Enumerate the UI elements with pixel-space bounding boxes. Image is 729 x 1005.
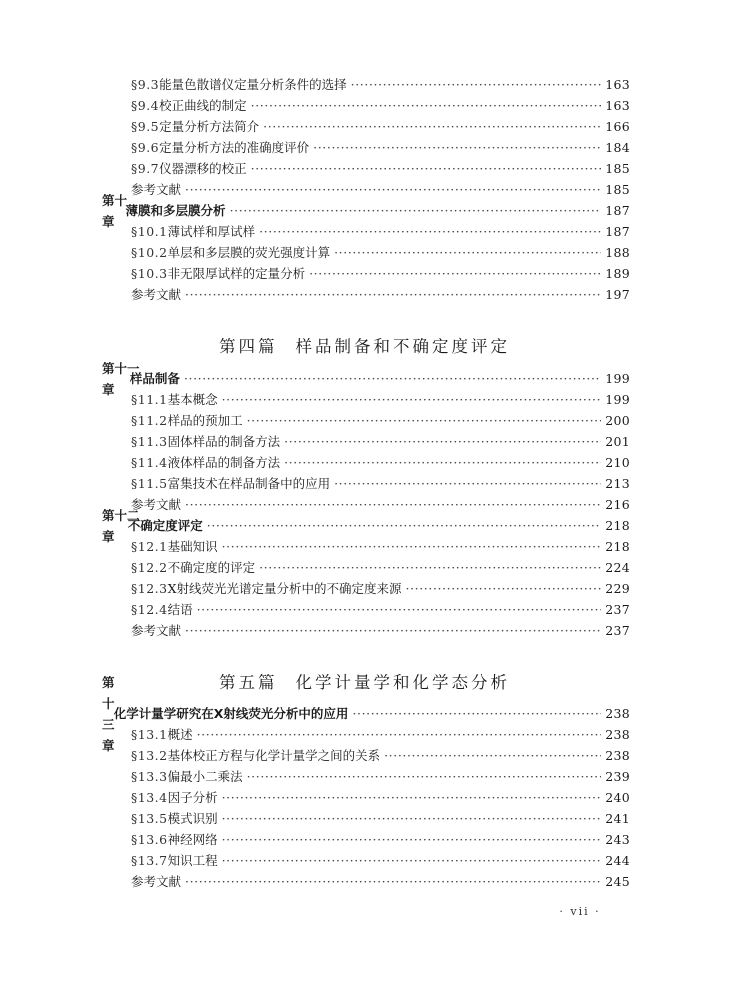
leader-dots xyxy=(185,494,601,515)
leader-dots xyxy=(222,536,602,557)
page-number: 237 xyxy=(605,602,630,617)
page-number: 210 xyxy=(605,455,630,470)
section-title: 基体校正方程与化学计量学之间的关系 xyxy=(167,748,381,763)
page-number: 229 xyxy=(605,581,630,596)
page-number: 199 xyxy=(605,392,630,407)
toc-section-entry[interactable] xyxy=(0,410,630,431)
toc-chapter-entry[interactable] xyxy=(0,507,630,544)
toc-section-entry[interactable] xyxy=(0,808,630,829)
page-number: 241 xyxy=(605,811,630,826)
section-number: §13.2 xyxy=(131,748,168,763)
page-number: 218 xyxy=(605,539,630,554)
toc-section-entry[interactable] xyxy=(0,787,630,808)
leader-dots xyxy=(184,368,601,389)
leader-dots xyxy=(230,200,602,221)
leader-dots xyxy=(284,431,601,452)
leader-dots xyxy=(313,137,601,158)
section-number: §10.2 xyxy=(131,245,168,260)
section-number: §13.7 xyxy=(131,853,168,868)
leader-dots xyxy=(222,808,602,829)
section-title: 能量色散谱仪定量分析条件的选择 xyxy=(159,77,347,92)
section-title: 固体样品的制备方法 xyxy=(167,434,281,449)
page-number: 237 xyxy=(605,623,630,638)
section-title: X射线荧光光谱定量分析中的不确定度来源 xyxy=(167,581,402,596)
page-number: 216 xyxy=(605,497,630,512)
section-title: 样品的预加工 xyxy=(167,413,243,428)
toc-section-entry[interactable] xyxy=(0,724,630,745)
page-number: 197 xyxy=(605,287,630,302)
leader-dots xyxy=(406,578,602,599)
part-title: 化学计量学和化学态分析 xyxy=(295,673,510,692)
toc-section-entry[interactable] xyxy=(0,95,630,116)
section-title: 液体样品的制备方法 xyxy=(167,455,281,470)
chapter-title: 薄膜和多层膜分析 xyxy=(125,203,226,218)
leader-dots xyxy=(309,263,601,284)
toc-section-entry[interactable] xyxy=(0,452,630,473)
leader-dots xyxy=(284,452,601,473)
leader-dots xyxy=(352,703,601,724)
leader-dots xyxy=(247,766,602,787)
page-number: 163 xyxy=(605,98,630,113)
section-number: §9.5 xyxy=(131,119,160,134)
section-title: 神经网络 xyxy=(167,832,218,847)
section-number: §13.1 xyxy=(131,727,168,742)
toc-references-entry[interactable] xyxy=(0,494,630,515)
toc-section-entry[interactable] xyxy=(0,829,630,850)
leader-dots xyxy=(185,179,601,200)
leader-dots xyxy=(197,724,602,745)
page-number: 200 xyxy=(605,413,630,428)
page-number: 218 xyxy=(605,518,630,533)
references-label: 参考文献 xyxy=(131,497,182,512)
references-label: 参考文献 xyxy=(131,182,182,197)
toc-section-entry[interactable] xyxy=(0,74,630,95)
section-number: §11.1 xyxy=(131,392,168,407)
section-title: 基本概念 xyxy=(167,392,218,407)
toc-section-entry[interactable] xyxy=(0,158,630,179)
section-title: 模式识别 xyxy=(167,811,218,826)
section-number: §9.3 xyxy=(131,77,160,92)
leader-dots xyxy=(251,158,602,179)
part-number: 第四篇 xyxy=(219,337,278,356)
section-number: §9.7 xyxy=(131,161,160,176)
page-number: 184 xyxy=(605,140,630,155)
toc-references-entry[interactable] xyxy=(0,284,630,305)
page-number: 224 xyxy=(605,560,630,575)
toc-section-entry[interactable] xyxy=(0,536,630,557)
toc-section-entry[interactable] xyxy=(0,221,630,242)
section-number: §11.4 xyxy=(131,455,168,470)
page-number-footer: · vii · xyxy=(559,905,601,918)
chapter-title: 化学计量学研究在X射线荧光分析中的应用 xyxy=(113,706,349,721)
section-number: §13.6 xyxy=(131,832,168,847)
section-title: 不确定度的评定 xyxy=(167,560,256,575)
page-number: 244 xyxy=(605,853,630,868)
toc-section-entry[interactable] xyxy=(0,137,630,158)
leader-dots xyxy=(334,242,601,263)
page-number: 199 xyxy=(605,371,630,386)
references-label: 参考文献 xyxy=(131,874,182,889)
page-number: 239 xyxy=(605,769,630,784)
section-number: §12.2 xyxy=(131,560,168,575)
section-title: 薄试样和厚试样 xyxy=(167,224,256,239)
toc-section-entry[interactable] xyxy=(0,766,630,787)
page-number: 245 xyxy=(605,874,630,889)
part-title: 样品制备和不确定度评定 xyxy=(295,337,510,356)
leader-dots xyxy=(251,95,602,116)
page-number: 187 xyxy=(605,224,630,239)
page-number: 185 xyxy=(605,182,630,197)
section-number: §13.3 xyxy=(131,769,168,784)
leader-dots xyxy=(222,850,602,871)
toc-chapter-entry[interactable] xyxy=(0,360,630,397)
chapter-number: 第十三章 xyxy=(102,674,115,753)
section-title: 知识工程 xyxy=(167,853,218,868)
section-title: 校正曲线的制定 xyxy=(159,98,247,113)
page-number: 163 xyxy=(605,77,630,92)
leader-dots xyxy=(334,473,601,494)
leader-dots xyxy=(207,515,601,536)
references-label: 参考文献 xyxy=(131,287,182,302)
references-label: 参考文献 xyxy=(131,623,182,638)
section-title: 非无限厚试样的定量分析 xyxy=(167,266,306,281)
section-number: §13.5 xyxy=(131,811,168,826)
toc-section-entry[interactable] xyxy=(0,557,630,578)
page-number: 238 xyxy=(605,727,630,742)
page-number: 213 xyxy=(605,476,630,491)
section-number: §13.4 xyxy=(131,790,168,805)
leader-dots xyxy=(222,829,602,850)
section-number: §9.4 xyxy=(131,98,160,113)
page-number: 187 xyxy=(605,203,630,218)
leader-dots xyxy=(185,871,601,892)
toc-section-entry[interactable] xyxy=(0,242,630,263)
leader-dots xyxy=(247,410,602,431)
toc-references-entry[interactable] xyxy=(0,620,630,641)
toc-chapter-entry[interactable] xyxy=(0,192,630,229)
leader-dots xyxy=(259,221,601,242)
section-title: 富集技术在样品制备中的应用 xyxy=(167,476,331,491)
leader-dots xyxy=(259,557,601,578)
section-number: §12.3 xyxy=(131,581,168,596)
page-number: 189 xyxy=(605,266,630,281)
page-number: 243 xyxy=(605,832,630,847)
section-number: §12.4 xyxy=(131,602,168,617)
section-title: 定量分析方法简介 xyxy=(159,119,260,134)
toc-section-entry[interactable] xyxy=(0,263,630,284)
section-title: 因子分析 xyxy=(167,790,218,805)
section-number: §12.1 xyxy=(131,539,168,554)
leader-dots xyxy=(384,745,601,766)
section-title: 概述 xyxy=(167,727,193,742)
section-number: §11.2 xyxy=(131,413,168,428)
toc-section-entry[interactable] xyxy=(0,745,630,766)
leader-dots xyxy=(197,599,602,620)
chapter-title: 不确定度评定 xyxy=(127,518,203,533)
toc-references-entry[interactable] xyxy=(0,871,630,892)
page-number: 240 xyxy=(605,790,630,805)
section-number: §10.3 xyxy=(131,266,168,281)
section-number: §11.3 xyxy=(131,434,168,449)
chapter-number: 第十一章 xyxy=(102,360,140,397)
toc-section-entry[interactable] xyxy=(0,389,630,410)
toc-section-entry[interactable] xyxy=(0,599,630,620)
toc-section-entry[interactable] xyxy=(0,578,630,599)
part-number: 第五篇 xyxy=(219,673,278,692)
leader-dots xyxy=(263,116,601,137)
section-title: 基础知识 xyxy=(167,539,218,554)
toc-section-entry[interactable] xyxy=(0,431,630,452)
toc-section-entry[interactable] xyxy=(0,850,630,871)
section-title: 偏最小二乘法 xyxy=(167,769,243,784)
page-number: 185 xyxy=(605,161,630,176)
section-number: §10.1 xyxy=(131,224,168,239)
page-number: 201 xyxy=(605,434,630,449)
section-title: 单层和多层膜的荧光强度计算 xyxy=(167,245,331,260)
section-title: 仪器漂移的校正 xyxy=(159,161,247,176)
leader-dots xyxy=(222,787,602,808)
page-number: 188 xyxy=(605,245,630,260)
leader-dots xyxy=(185,620,601,641)
section-title: 结语 xyxy=(167,602,193,617)
toc-section-entry[interactable] xyxy=(0,116,630,137)
toc-section-entry[interactable] xyxy=(0,473,630,494)
section-title: 定量分析方法的准确度评价 xyxy=(159,140,310,155)
page-number: 166 xyxy=(605,119,630,134)
chapter-title: 样品制备 xyxy=(129,371,180,386)
chapter-number: 第十二章 xyxy=(102,507,140,544)
leader-dots xyxy=(185,284,601,305)
leader-dots xyxy=(351,74,602,95)
chapter-number: 第十章 xyxy=(102,192,128,229)
section-number: §11.5 xyxy=(131,476,168,491)
toc-references-entry[interactable] xyxy=(0,179,630,200)
section-number: §9.6 xyxy=(131,140,160,155)
page-number: 238 xyxy=(605,748,630,763)
leader-dots xyxy=(222,389,602,410)
part-heading xyxy=(0,335,729,359)
page-number: 238 xyxy=(605,706,630,721)
